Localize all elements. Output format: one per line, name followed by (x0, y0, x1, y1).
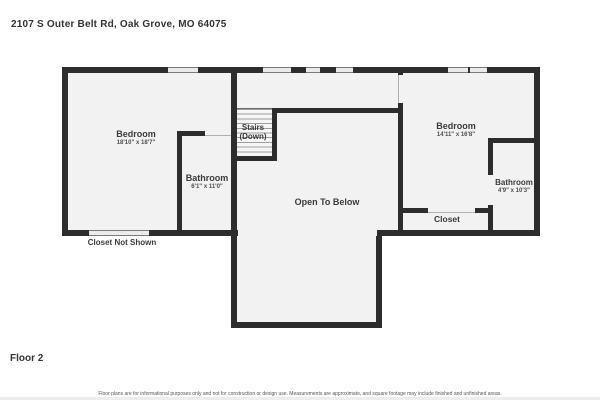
wall-bedroom-right-left (398, 103, 403, 236)
room-name: Bathroom (495, 178, 533, 187)
wall-bathroom-right-left-lower (488, 205, 493, 236)
wall-stairs-bottom (231, 156, 277, 161)
room-name: Bedroom (116, 129, 156, 139)
room-label-closet (434, 215, 460, 225)
wall-bedroom-right-door-stub (398, 67, 403, 75)
room-dimensions: 6'1" x 11'0" (191, 184, 223, 191)
wall-bathroom-right-top (488, 138, 540, 143)
room-fill-right-section (400, 73, 534, 230)
wall-stairs-right (272, 108, 277, 161)
wall-protrusion-bottom (231, 322, 382, 328)
room-name: Bathroom (185, 173, 229, 183)
room-name: Bedroom (436, 121, 476, 131)
door-bedroom-right (398, 75, 403, 103)
room-label-bedroom-right (436, 121, 476, 139)
window-top-3 (306, 67, 320, 73)
annotation-closet-not-shown: Closet Not Shown (87, 238, 157, 247)
room-fill-open-area-protrusion (234, 236, 382, 322)
room-label-bathroom-right (495, 178, 533, 195)
room-label-stairs (239, 123, 266, 141)
window-top-4 (336, 67, 353, 73)
room-fill-left-section (68, 73, 234, 230)
room-label-open-to-below (295, 197, 360, 207)
room-name: Open To Below (294, 197, 360, 207)
window-top-2 (263, 67, 291, 73)
room-dimensions: 4'9" x 10'3" (498, 188, 530, 195)
window-top-6 (470, 67, 487, 73)
wall-exterior-right (534, 67, 540, 236)
floor-label: Floor 2 (10, 353, 44, 364)
wall-bathroom-left-divider (177, 131, 182, 230)
room-name: Closet (434, 214, 460, 224)
room-name: Stairs (241, 123, 265, 132)
room-dimensions: 18'10" x 18'7" (116, 140, 156, 147)
wall-exterior-top (62, 67, 540, 73)
window-top-1 (168, 67, 198, 73)
wall-exterior-left (62, 67, 68, 236)
window-top-5 (448, 67, 468, 73)
room-label-bedroom-left (116, 129, 156, 147)
door-bathroom-left (205, 131, 231, 136)
disclaimer-text: Floor plans are for informational purposes only and not for construction or design use. Measurements are approximate, and square footage may include finished and unfinished areas. (98, 391, 502, 397)
wall-bathroom-left-top (177, 131, 205, 136)
address-title: 2107 S Outer Belt Rd, Oak Grove, MO 64075 (11, 19, 227, 30)
wall-protrusion-right (376, 236, 382, 328)
door-closet-opening (428, 208, 475, 213)
wall-bathroom-right-left-upper (488, 138, 493, 175)
wall-open-area-top (272, 108, 403, 113)
window-bottom-left (89, 230, 149, 236)
room-dimensions: 14'11" x 16'8" (436, 132, 476, 139)
room-sub-label: (Down) (239, 132, 267, 142)
room-label-bathroom-left (186, 173, 229, 191)
